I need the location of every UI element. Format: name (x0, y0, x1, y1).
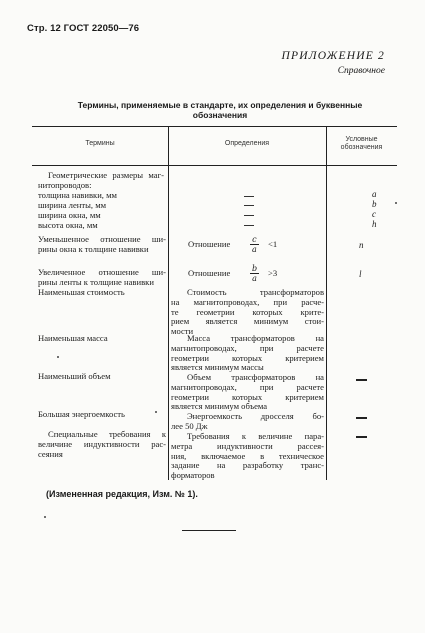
column-header-symbols: Условные обозначения (340, 136, 383, 151)
term-reduced-ratio: Уменьшенное отношение ши- (38, 234, 166, 244)
definition-ratio-word: Отношение (188, 239, 231, 249)
symbol: a (372, 189, 377, 199)
symbol-dash (356, 436, 367, 438)
column-divider (326, 126, 327, 480)
definition-dash (244, 225, 254, 226)
definition-high-energy: Энергоемкость дросселя бо- лее 50 Дж (171, 411, 324, 431)
term-item: ширина окна, мм (38, 210, 101, 220)
term-item: высота окна, мм (38, 220, 98, 230)
term-geometry-heading: нитопроводов: (38, 180, 92, 190)
definition-special: Требования к величине пара- метра индуктивности рассея- ния, включаемое в техническое задание на разработку транс- форматоров (171, 431, 324, 481)
term-increased-ratio: Увеличенное отношение ши- (38, 267, 166, 277)
symbol: h (372, 219, 377, 229)
symbol-dash (356, 417, 367, 419)
ratio-condition: >3 (268, 268, 278, 278)
column-header-terms: Термины (85, 140, 115, 147)
term-geometry-heading: Геометрические размеры маг- (48, 170, 164, 180)
term-reduced-ratio: рины окна к толщине навивки (38, 244, 149, 254)
term-item: толщина навивки, мм (38, 190, 117, 200)
scan-speck (57, 356, 59, 358)
column-divider (168, 126, 169, 480)
term-special: Специальные требования к величине индуктивности рас- сеяния (38, 429, 166, 459)
end-rule (182, 530, 236, 531)
appendix-title: ПРИЛОЖЕНИЕ 2 (281, 50, 385, 62)
definition-min-cost: Стоимость трансформаторов на магнитопроводах, при расче- те геометрии которых крите- рием является минимум стои- мости (171, 287, 324, 337)
appendix-subtitle: Справочное (337, 66, 385, 76)
symbol: c (372, 209, 376, 219)
page-reference: Стр. 12 ГОСТ 22050—76 (27, 23, 140, 34)
term-min-cost: Наименьшая стоимость (38, 287, 125, 297)
term-item: ширина ленты, мм (38, 200, 107, 210)
term-min-mass: Наименьшая масса (38, 333, 108, 343)
column-header-definition: Определения (224, 140, 270, 147)
ratio-fraction: $\frac{b}{a}$ (252, 264, 258, 283)
scan-speck (395, 202, 397, 204)
symbol: l (359, 269, 362, 279)
definition-min-volume: Объем трансформаторов на магнитопроводах, при расчете геометрии которых критерием является минимум объема (171, 372, 324, 412)
table-title: Термины, применяемые в стандарте, их определения и буквенные обозначения (77, 100, 363, 120)
term-min-volume: Наименьший объем (38, 371, 111, 381)
scan-speck (44, 516, 46, 518)
scan-speck (155, 411, 157, 413)
ratio-condition: <1 (268, 239, 278, 249)
symbol-dash (356, 379, 367, 381)
term-increased-ratio: рины ленты к толщине навивки (38, 277, 154, 287)
term-high-energy: Большая энергоемкость (38, 409, 125, 419)
symbol: n (359, 240, 364, 250)
definition-dash (244, 205, 254, 206)
definition-ratio-word: Отношение (188, 268, 231, 278)
amendment-note: (Измененная редакция, Изм. № 1). (46, 489, 198, 499)
symbol: b (372, 199, 377, 209)
appendix-heading (281, 50, 385, 76)
definition-dash (244, 196, 254, 197)
definition-dash (244, 215, 254, 216)
ratio-fraction: $\frac{c}{a}$ (252, 235, 257, 254)
definition-min-mass: Масса трансформаторов на магнитопроводах, при расчете геометрии которых критерием является минимум массы (171, 333, 324, 373)
